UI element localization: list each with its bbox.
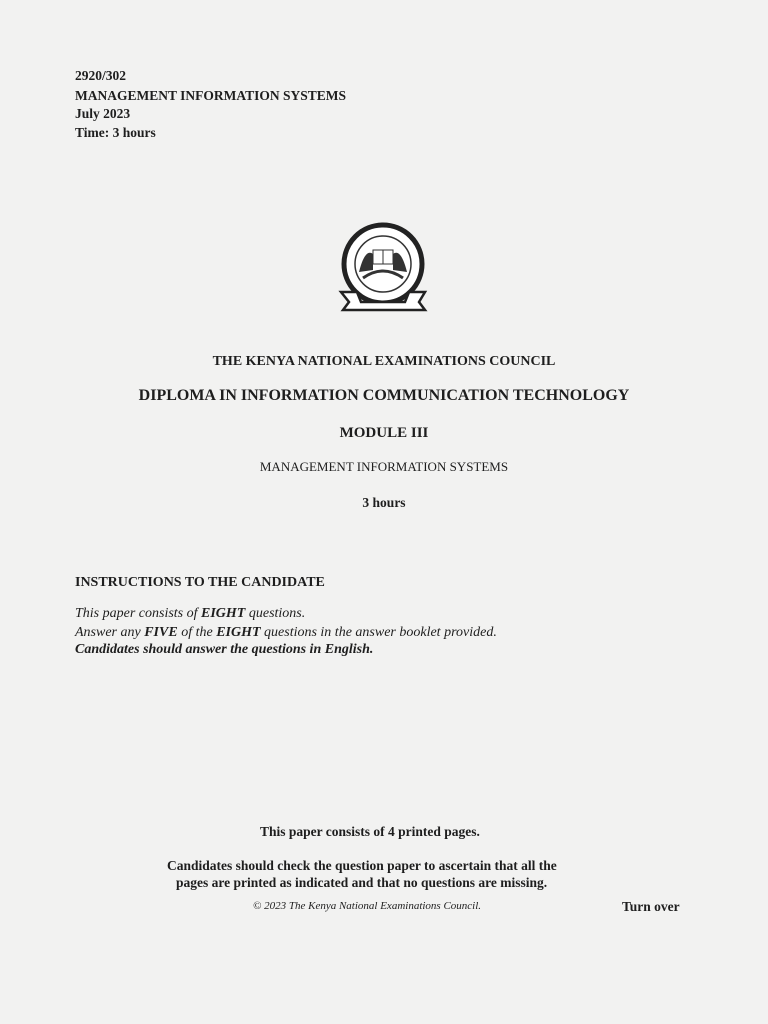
paper-date: July 2023 [75, 106, 131, 121]
instructions-heading: INSTRUCTIONS TO THE CANDIDATE [75, 575, 325, 590]
check-note-1: Candidates should check the question paper to ascertain that all the [167, 858, 557, 873]
paper-code: 2920/302 [75, 68, 127, 83]
paper-subject: MANAGEMENT INFORMATION SYSTEMS [75, 88, 347, 103]
knec-seal-logo [333, 222, 433, 314]
council-name: THE KENYA NATIONAL EXAMINATIONS COUNCIL [212, 354, 556, 369]
paper-time: Time: 3 hours [75, 125, 156, 140]
diploma-title: DIPLOMA IN INFORMATION COMMUNICATION TECHNOLOGY [138, 387, 630, 404]
instruction-line-1: This paper consists of EIGHT questions. [75, 606, 306, 621]
subject-title: MANAGEMENT INFORMATION SYSTEMS [259, 459, 509, 474]
instruction-line-2: Answer any FIVE of the EIGHT questions in the answer booklet provided. [75, 625, 497, 640]
instruction-line-3: Candidates should answer the questions in English. [75, 642, 374, 657]
duration: 3 hours [362, 495, 406, 510]
module-title: MODULE III [339, 425, 429, 441]
turn-over: Turn over [622, 899, 680, 914]
copyright: © 2023 The Kenya National Examinations Council. [253, 900, 482, 912]
check-note-2: pages are printed as indicated and that no questions are missing. [176, 875, 548, 890]
page-count-note: This paper consists of 4 printed pages. [260, 824, 480, 839]
